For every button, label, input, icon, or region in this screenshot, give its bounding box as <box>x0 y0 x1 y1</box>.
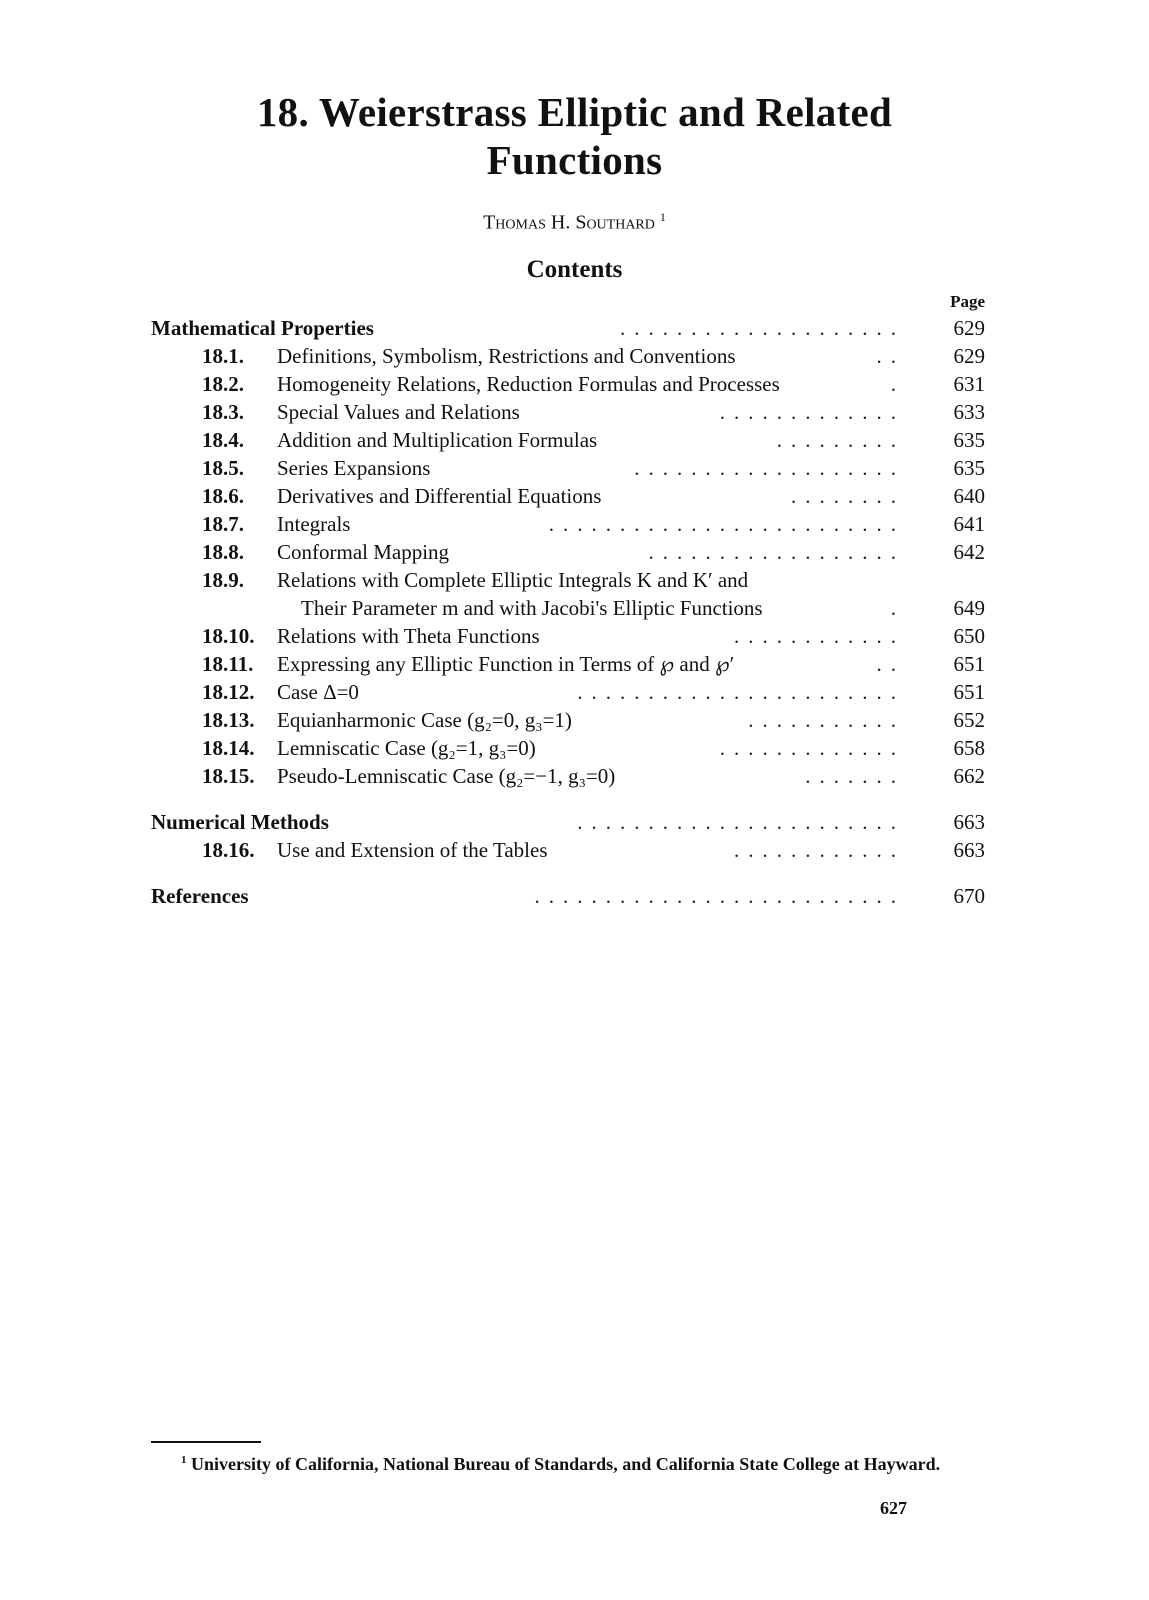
toc-number: 18.1. <box>202 344 244 368</box>
toc-number: 18.11. <box>202 652 254 676</box>
toc-title: Integrals <box>277 512 351 536</box>
toc-number: 18.15. <box>202 764 255 788</box>
toc-title: Definitions, Symbolism, Restrictions and Conventions <box>277 344 736 368</box>
toc-title: Lemniscatic Case (g₂=1, g₃=0) <box>277 736 536 760</box>
footnote <box>151 1448 981 1476</box>
toc-title: Expressing any Elliptic Function in Terms of ℘ and ℘′ <box>277 652 735 676</box>
leader-dots: ............. <box>719 400 905 424</box>
toc-section <box>151 808 985 836</box>
toc-item <box>151 370 985 398</box>
toc-item <box>151 342 985 370</box>
toc-page: 649 <box>953 596 985 620</box>
toc-title: Use and Extension of the Tables <box>277 838 548 862</box>
leader-dots: .................... <box>620 316 905 340</box>
toc-page: 670 <box>953 884 985 908</box>
leader-dots: . <box>890 596 905 620</box>
footnote-text: University of California, National Bureau of Standards, and California State College at Hayward. <box>191 1454 941 1474</box>
leader-dots: ............. <box>719 736 905 760</box>
toc-page: 651 <box>953 680 985 704</box>
toc-page: 640 <box>953 484 985 508</box>
leader-dots: . <box>890 372 905 396</box>
contents-heading: Contents <box>526 256 623 283</box>
page-number: 627 <box>880 1498 907 1518</box>
toc-title: Case Δ=0 <box>277 680 359 704</box>
leader-dots: ......................... <box>548 512 905 536</box>
toc-number: 18.10. <box>202 624 255 648</box>
table-of-contents <box>151 314 985 910</box>
toc-page: 663 <box>953 810 985 834</box>
toc-item <box>151 398 985 426</box>
toc-item <box>151 566 985 594</box>
chapter-title-line-2: Functions <box>486 137 663 183</box>
toc-item <box>151 510 985 538</box>
toc-page: 652 <box>953 708 985 732</box>
toc-item <box>151 836 985 864</box>
toc-section <box>151 314 985 342</box>
toc-page: 642 <box>953 540 985 564</box>
toc-section-title: References <box>151 884 249 908</box>
toc-title: Pseudo-Lemniscatic Case (g₂=−1, g₃=0) <box>277 764 616 788</box>
toc-number: 18.13. <box>202 708 255 732</box>
chapter-title <box>0 88 1149 184</box>
leader-dots: ............ <box>734 624 905 648</box>
toc-page: 651 <box>953 652 985 676</box>
toc-page: 635 <box>953 456 985 480</box>
toc-title: Relations with Theta Functions <box>277 624 540 648</box>
toc-section-title: Mathematical Properties <box>151 316 374 340</box>
toc-page: 631 <box>953 372 985 396</box>
toc-number: 18.9. <box>202 568 244 592</box>
toc-page: 663 <box>953 838 985 862</box>
toc-page: 629 <box>953 316 985 340</box>
toc-title: Addition and Multiplication Formulas <box>277 428 598 452</box>
toc-item <box>151 678 985 706</box>
leader-dots: .. <box>876 652 905 676</box>
toc-page: 633 <box>953 400 985 424</box>
toc-title: Relations with Complete Elliptic Integrals K and K′ and <box>277 568 749 592</box>
leader-dots: ................... <box>634 456 905 480</box>
toc-page: 658 <box>953 736 985 760</box>
toc-page: 629 <box>953 344 985 368</box>
toc-number: 18.3. <box>202 400 244 424</box>
leader-dots: .. <box>876 344 905 368</box>
author-name: Thomas H. Southard <box>483 211 655 234</box>
toc-page: 650 <box>953 624 985 648</box>
leader-dots: ....... <box>805 764 905 788</box>
toc-item <box>151 426 985 454</box>
toc-item <box>151 622 985 650</box>
toc-number: 18.2. <box>202 372 244 396</box>
toc-section <box>151 882 985 910</box>
toc-item-continuation <box>151 594 985 622</box>
toc-number: 18.4. <box>202 428 244 452</box>
toc-title: Series Expansions <box>277 456 431 480</box>
toc-item <box>151 538 985 566</box>
toc-title: Special Values and Relations <box>277 400 520 424</box>
toc-title: Their Parameter m and with Jacobi's Elliptic Functions <box>301 596 763 620</box>
footnote-rule <box>151 1441 261 1443</box>
leader-dots: ....................... <box>577 810 905 834</box>
leader-dots: ........... <box>748 708 905 732</box>
toc-item <box>151 734 985 762</box>
page-column-heading: Page <box>950 292 985 311</box>
toc-item <box>151 762 985 790</box>
toc-title: Homogeneity Relations, Reduction Formulas and Processes <box>277 372 780 396</box>
toc-title: Equianharmonic Case (g₂=0, g₃=1) <box>277 708 572 732</box>
author-footnote-mark: 1 <box>659 210 666 224</box>
leader-dots: .................. <box>648 540 905 564</box>
toc-item <box>151 454 985 482</box>
toc-number: 18.7. <box>202 512 244 536</box>
toc-item <box>151 482 985 510</box>
footnote-mark: 1 <box>181 1454 187 1466</box>
toc-item <box>151 650 985 678</box>
leader-dots: ....................... <box>577 680 905 704</box>
leader-dots: .......................... <box>534 884 905 908</box>
toc-number: 18.5. <box>202 456 244 480</box>
toc-number: 18.14. <box>202 736 255 760</box>
toc-page: 662 <box>953 764 985 788</box>
leader-dots: ........ <box>791 484 905 508</box>
author <box>0 210 1149 235</box>
toc-title: Derivatives and Differential Equations <box>277 484 602 508</box>
toc-number: 18.16. <box>202 838 255 862</box>
toc-page: 641 <box>953 512 985 536</box>
toc-number: 18.12. <box>202 680 255 704</box>
toc-title: Conformal Mapping <box>277 540 450 564</box>
toc-page: 635 <box>953 428 985 452</box>
chapter-title-line-1: 18. Weierstrass Elliptic and Related <box>256 89 893 135</box>
toc-item <box>151 706 985 734</box>
toc-number: 18.8. <box>202 540 244 564</box>
leader-dots: ......... <box>776 428 905 452</box>
toc-section-title: Numerical Methods <box>151 810 329 834</box>
toc-number: 18.6. <box>202 484 244 508</box>
leader-dots: ............ <box>734 838 905 862</box>
